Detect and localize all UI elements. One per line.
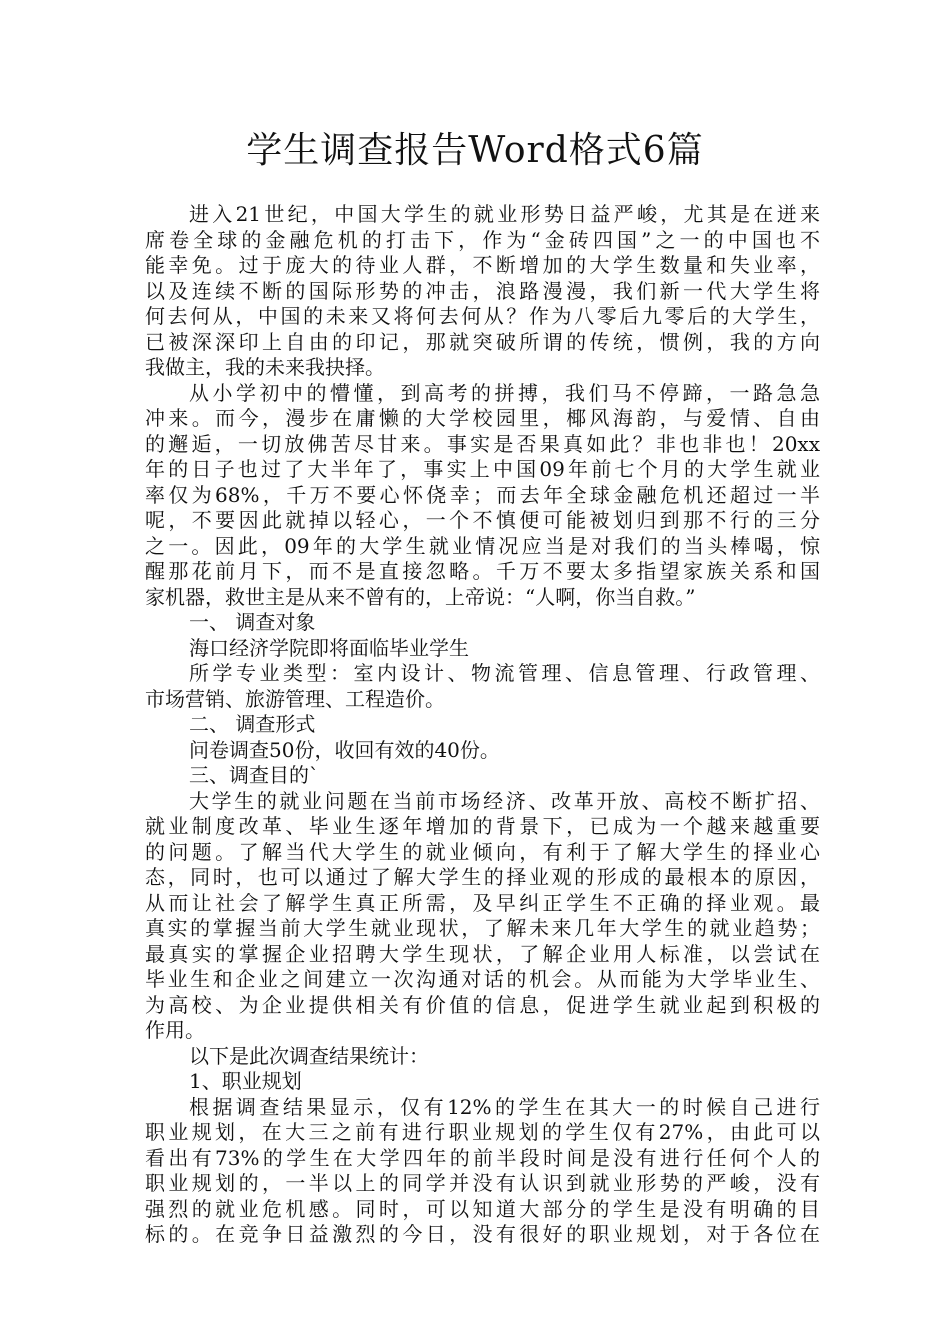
text-line: 大学生的就业问题在当前市场经济、改革开放、高校不断扩招、 [189, 788, 820, 813]
text-line: 之一。因此，09年的大学生就业情况应当是对我们的当头棒喝，惊 [145, 533, 820, 558]
text-line: 标的。在竞争日益激烈的今日，没有很好的职业规划，对于各位在 [145, 1222, 820, 1246]
text-line: 年的日子也过了大半年了，事实上中国09年前七个月的大学生就业 [145, 457, 820, 481]
text-line: 以及连续不断的国际形势的冲击，浪路漫漫，我们新一代大学生将 [145, 278, 820, 303]
text-line: 能幸免。过于庞大的待业人群，不断增加的大学生数量和失业率， [145, 253, 820, 277]
text-line: 冲来。而今，漫步在庸懒的大学校园里，椰风海韵，与爱情、自由 [145, 406, 820, 430]
text-line: 看出有73%的学生在大学四年的前半段时间是没有进行任何个人的 [145, 1145, 820, 1170]
text-line: 职业规划的，一半以上的同学并没有认识到就业形势的严峻，没有 [145, 1171, 820, 1195]
text-line: 我做主，我的未来我抉择。 [145, 355, 385, 379]
text-line: 问卷调查50份，收回有效的40份。 [189, 737, 500, 762]
text-line: 醒那花前月下，而不是直接忽略。千万不要太多指望家族关系和国 [145, 559, 820, 583]
document-title: 学生调查报告Word格式6篇 [246, 130, 704, 171]
text-line: 毕业生和企业之间建立一次沟通对话的机会。从而能为大学毕业生、 [145, 967, 820, 991]
text-line: 海口经济学院即将面临毕业学生 [189, 635, 469, 660]
text-line: 何去何从，中国的未来又将何去何从？作为八零后九零后的大学生， [145, 304, 820, 328]
text-line: 一、 调查对象 [189, 610, 316, 634]
text-line: 家机器，救世主是从来不曾有的，上帝说：“人啊，你当自救。” [145, 584, 696, 609]
text-line: 最真实的掌握企业招聘大学生现状，了解企业用人标准，以尝试在 [145, 941, 820, 966]
text-line: 的邂逅，一切放佛苦尽甘来。事实是否果真如此？非也非也！20xx [145, 431, 820, 456]
text-line: 率仅为68%，千万不要心怀侥幸；而去年全球金融危机还超过一半 [145, 482, 820, 507]
text-line: 职业规划，在大三之前有进行职业规划的学生仅有27%，由此可以 [145, 1120, 820, 1144]
text-line: 态，同时，也可以通过了解大学生的择业观的形成的最根本的原因， [145, 865, 820, 889]
text-line: 进入21世纪，中国大学生的就业形势日益严峻，尤其是在迸来 [189, 202, 820, 226]
text-line: 所学专业类型：室内设计、物流管理、信息管理、行政管理、 [189, 661, 820, 685]
text-line: 根据调查结果显示，仅有12%的学生在其大一的时候自己进行 [189, 1094, 820, 1119]
text-line: 的问题。了解当代大学生的就业倾向，有利于了解大学生的择业心 [145, 839, 820, 864]
text-line: 作用。 [145, 1018, 205, 1042]
text-line: 呢，不要因此就掉以轻心，一个不慎便可能被划归到那不行的三分 [145, 508, 820, 532]
text-line: 以下是此次调查结果统计： [189, 1043, 429, 1068]
text-line: 从而让社会了解学生真正所需，及早纠正学生不正确的择业观。最 [145, 890, 820, 915]
text-line: 为高校、为企业提供相关有价值的信息，促进学生就业起到积极的 [145, 992, 820, 1017]
text-line: 就业制度改革、毕业生逐年增加的背景下，已成为一个越来越重要 [145, 814, 820, 838]
text-line: 市场营销、旅游管理、工程造价。 [145, 686, 445, 711]
text-line: 已被深深印上自由的印记，那就突破所谓的传统，惯例，我的方向 [145, 329, 820, 354]
text-line: 真实的掌握当前大学生就业现状，了解未来几年大学生的就业趋势； [145, 916, 820, 940]
text-line: 三、调查目的` [189, 763, 319, 787]
text-line: 席卷全球的金融危机的打击下，作为“金砖四国”之一的中国也不 [145, 227, 820, 252]
text-line: 从小学初中的懵懂，到高考的拼搏，我们马不停蹄，一路急急 [189, 380, 820, 405]
document-body [145, 202, 820, 1248]
text-line: 1、职业规划 [189, 1069, 302, 1093]
text-line: 强烈的就业危机感。同时，可以知道大部分的学生是没有明确的目 [145, 1196, 820, 1221]
text-line: 二、 调查形式 [189, 712, 316, 736]
